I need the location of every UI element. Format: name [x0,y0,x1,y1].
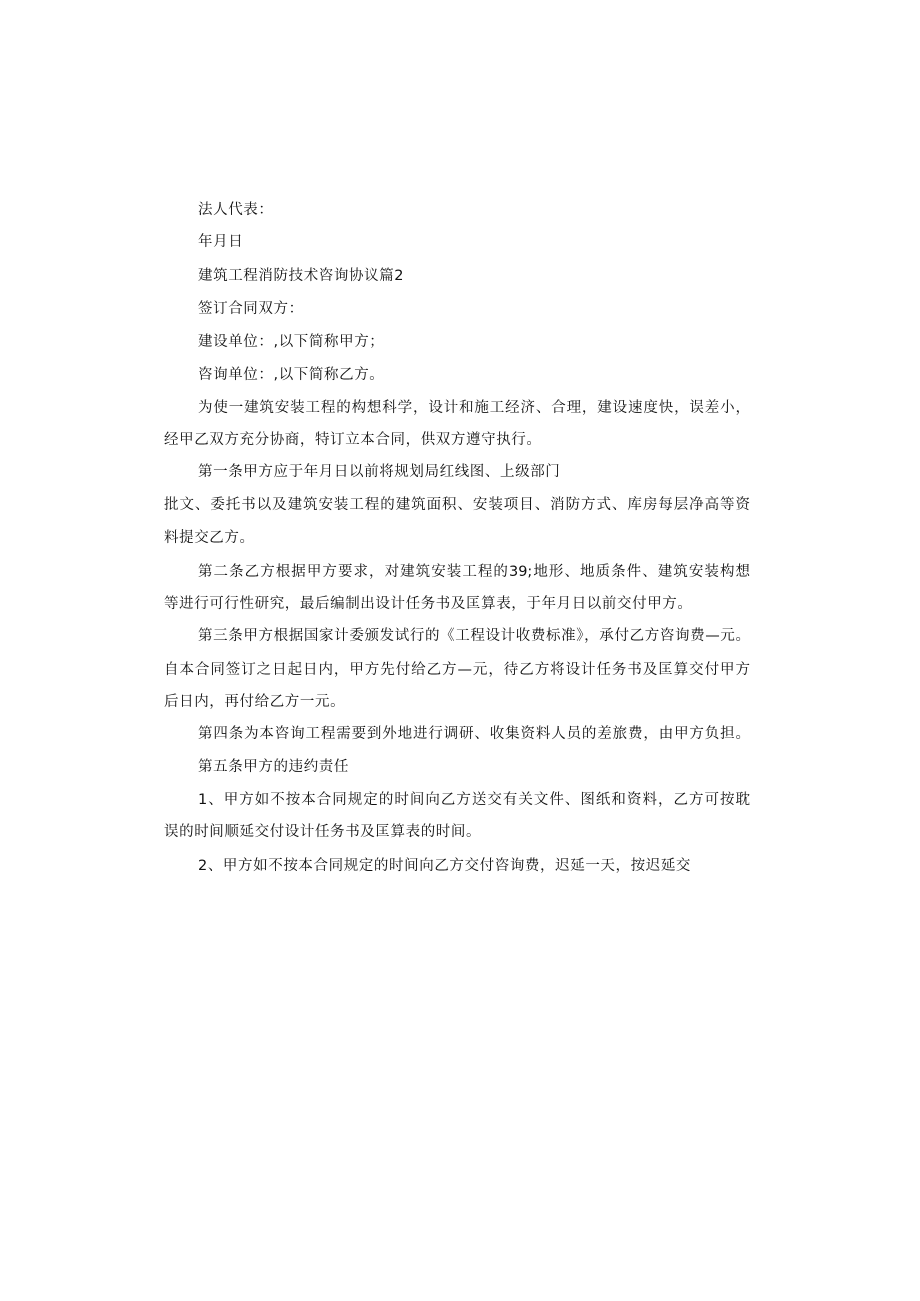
article-2-line-1: 第二条乙方根据甲方要求，对建筑安装工程的39;地形、地质条件、建筑安装构想 [198,564,750,580]
article-3-line-2: 自本合同签订之日起日内，甲方先付给乙方—元，待乙方将设计任务书及匡算交付甲方 [164,662,750,678]
legal-representative-line: 法人代表： [198,202,274,218]
article-1-line-1: 第一条甲方应于年月日以前将规划局红线图、上级部门 [198,464,561,480]
purpose-paragraph-line-2: 经甲乙双方充分协商，特订立本合同，供双方遵守执行。 [164,432,542,448]
item-1-line-1: 1、甲方如不按本合同规定的时间向乙方送交有关文件、图纸和资料，乙方可按耽 [198,792,750,808]
article-3-line-3: 后日内，再付给乙方一元。 [164,694,346,710]
article-1-line-3: 料提交乙方。 [164,530,255,546]
article-3-line-1: 第三条甲方根据国家计委颁发试行的《工程设计收费标准》，承付乙方咨询费—元。 [198,628,750,644]
article-1-line-2: 批文、委托书以及建筑安装工程的建筑面积、安装项目、消防方式、库房每层净高等资 [164,497,750,513]
date-line: 年月日 [198,234,244,250]
item-1-line-2: 误的时间顺延交付设计任务书及匡算表的时间。 [164,824,482,840]
article-2-line-2: 等进行可行性研究，最后编制出设计任务书及匡算表，于年月日以前交付甲方。 [164,596,693,612]
consultant-unit-line: 咨询单位：,以下简称乙方。 [198,367,385,383]
contract-parties-line: 签订合同双方： [198,301,304,317]
client-unit-line: 建设单位：,以下简称甲方； [198,334,385,350]
article-5-heading: 第五条甲方的违约责任 [198,759,349,775]
agreement-heading: 建筑工程消防技术咨询协议篇2 [198,268,405,284]
purpose-paragraph-line-1: 为使一建筑安装工程的构想科学，设计和施工经济、合理，建设速度快，误差小， [198,400,750,416]
article-4-line: 第四条为本咨询工程需要到外地进行调研、收集资料人员的差旅费，由甲方负担。 [198,726,750,742]
item-2-line-1: 2、甲方如不按本合同规定的时间向乙方交付咨询费，迟延一天，按迟延交 [198,858,692,874]
